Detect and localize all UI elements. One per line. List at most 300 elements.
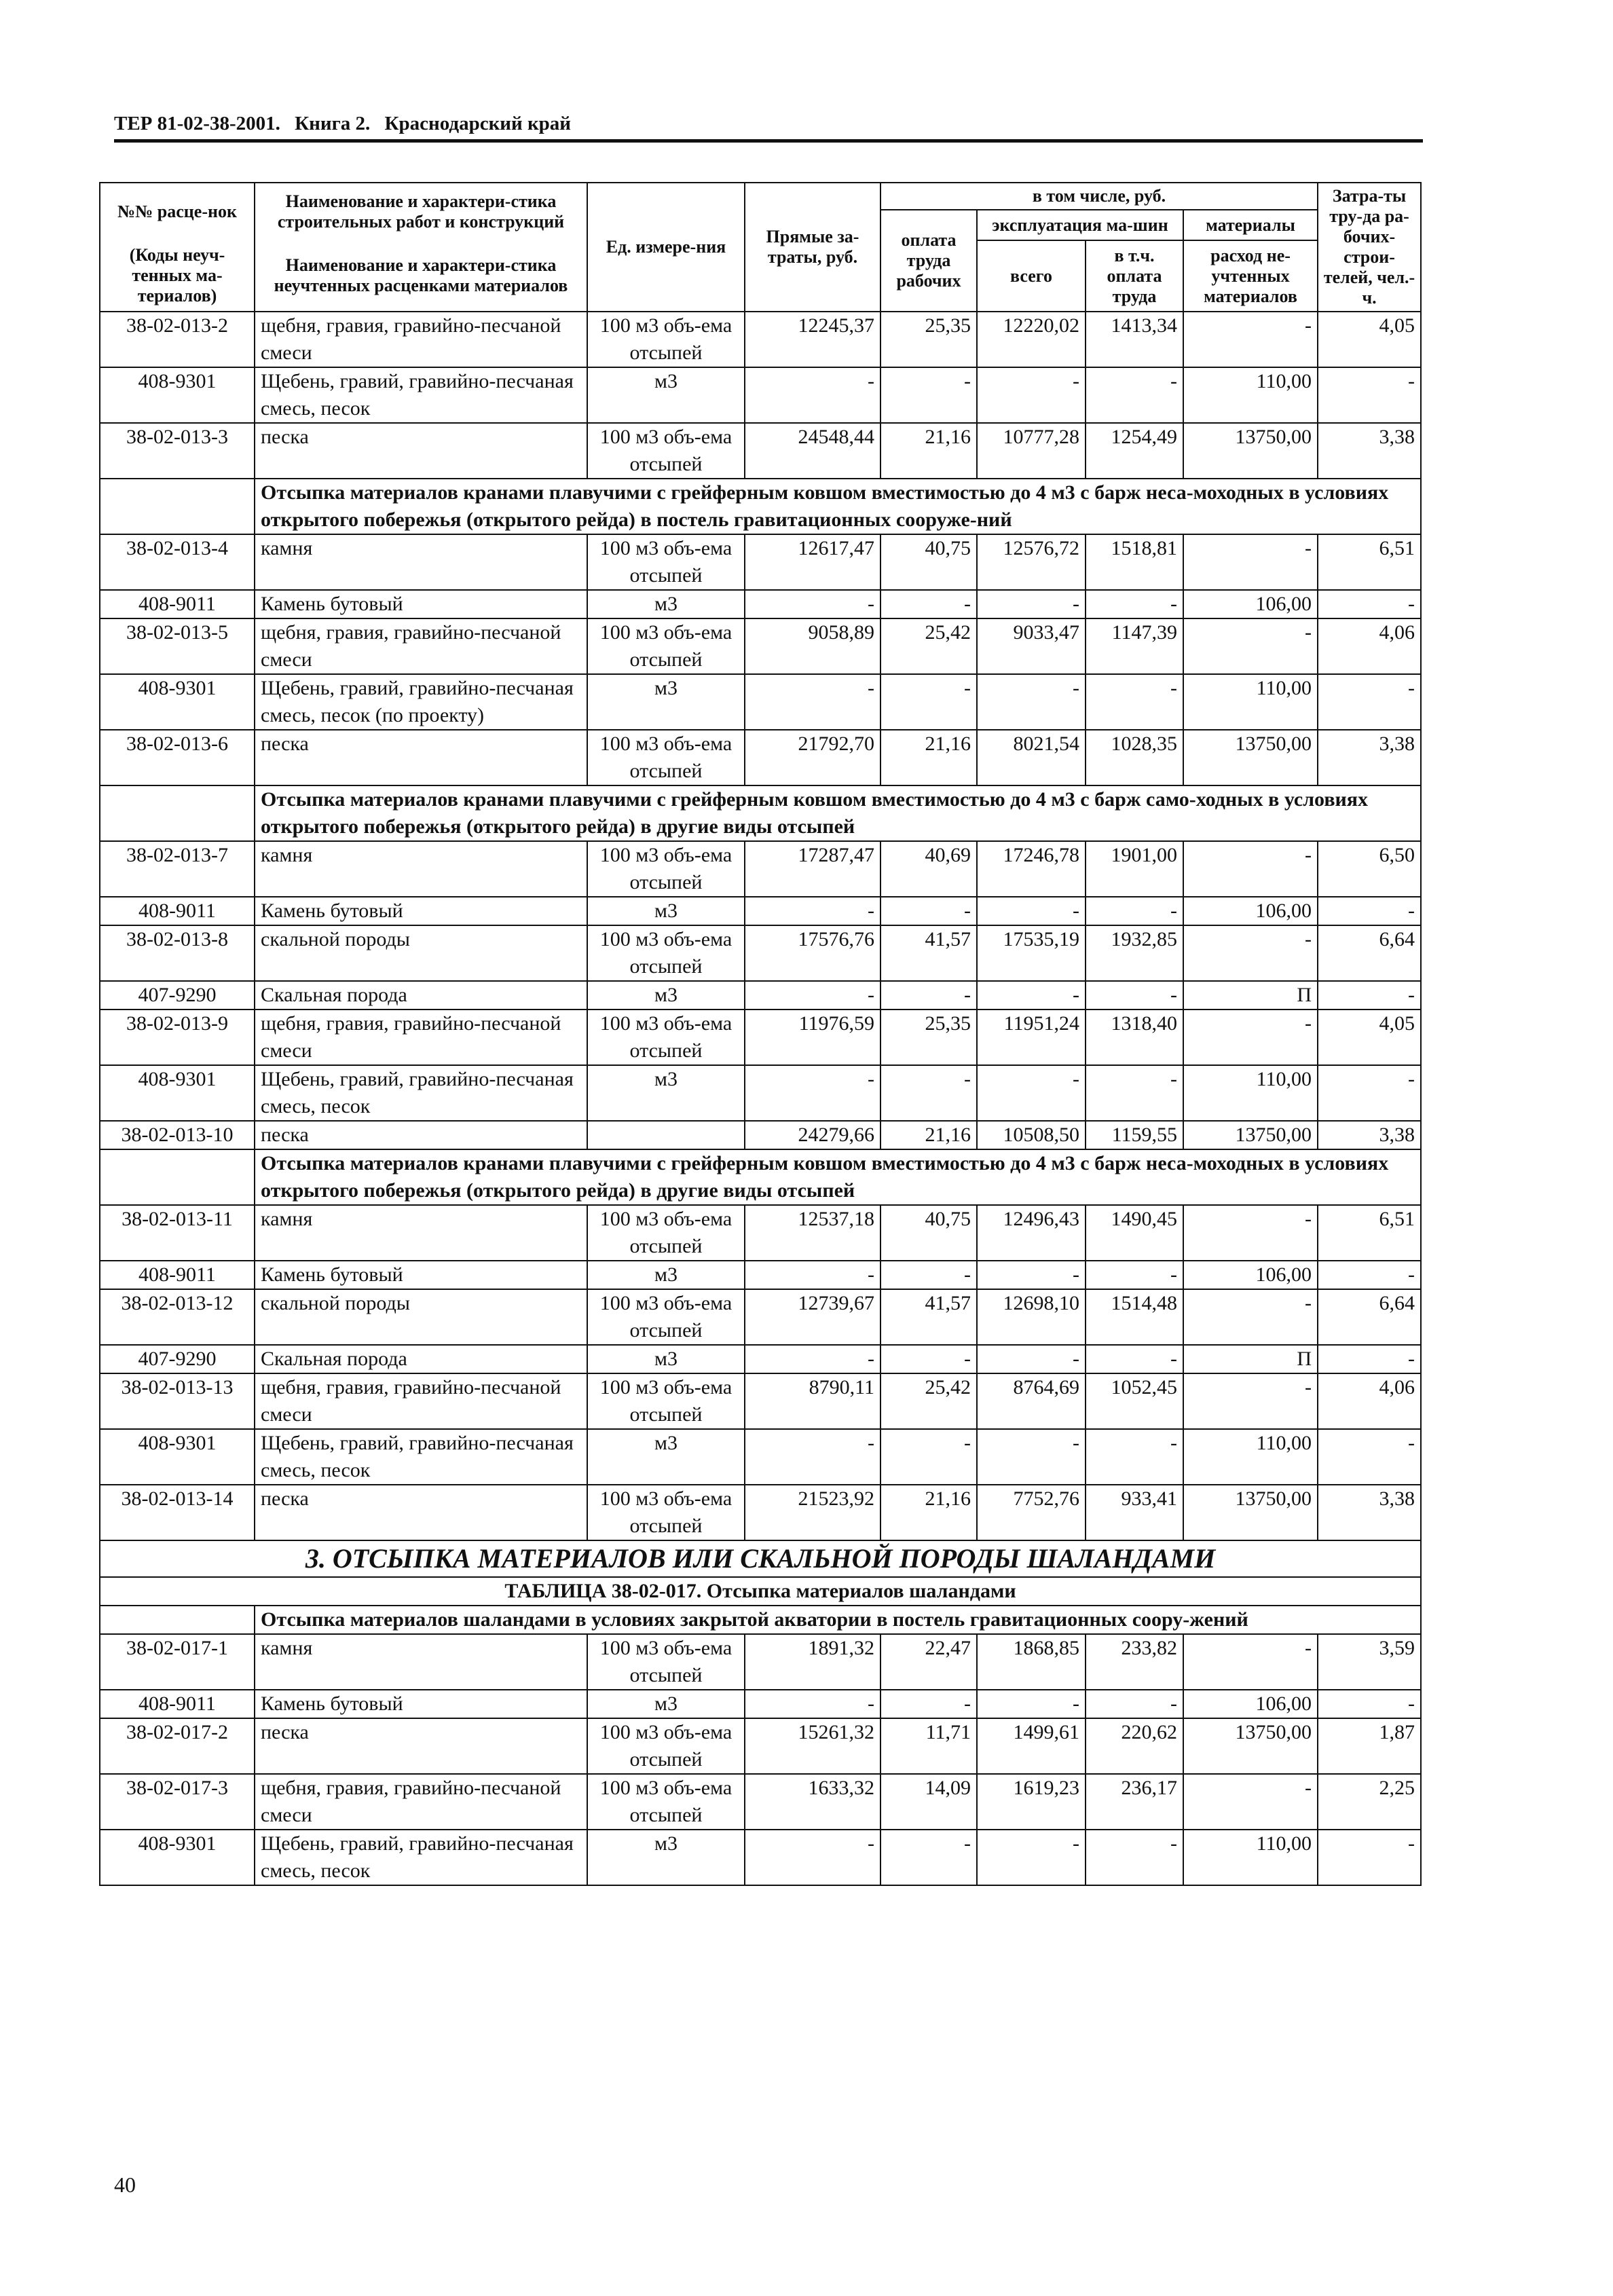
table-cell: 21792,70 [745, 730, 880, 785]
table-cell: 408-9301 [100, 1830, 255, 1885]
table-title: ТАБЛИЦА 38-02-017. Отсыпка материалов шаландами [100, 1577, 1421, 1606]
table-cell: - [1086, 367, 1183, 423]
table-cell: 100 м3 объ-ема отсыпей [587, 1289, 745, 1345]
table-cell: 100 м3 объ-ема отсыпей [587, 312, 745, 367]
table-cell: - [1086, 590, 1183, 618]
table-cell: 38-02-017-3 [100, 1774, 255, 1830]
table-cell: 100 м3 объ-ема отсыпей [587, 1634, 745, 1690]
table-cell: 15261,32 [745, 1718, 880, 1774]
table-cell: 17535,19 [977, 925, 1086, 981]
table-cell: 25,35 [880, 312, 977, 367]
table-cell: - [977, 367, 1086, 423]
table-cell: 4,06 [1318, 618, 1421, 674]
col-code-sub-header: (Коды неуч-тенных ма-териалов) [100, 240, 255, 312]
table-cell: - [745, 897, 880, 925]
table-cell: 1499,61 [977, 1718, 1086, 1774]
table-cell: 8021,54 [977, 730, 1086, 785]
table-cell: 17246,78 [977, 841, 1086, 897]
table-cell: - [977, 1429, 1086, 1485]
col-name-sub-header: Наименование и характери-стика неучтенных расценками материалов [255, 240, 587, 312]
table-cell: 933,41 [1086, 1485, 1183, 1540]
table-cell: 12617,47 [745, 534, 880, 590]
table-cell: 3,59 [1318, 1634, 1421, 1690]
col-mach-total-header: всего [977, 240, 1086, 312]
table-cell: 12245,37 [745, 312, 880, 367]
book-label: Книга 2. [295, 113, 371, 134]
table-cell: 220,62 [1086, 1718, 1183, 1774]
table-cell: песка [255, 1485, 587, 1540]
table-cell: 17287,47 [745, 841, 880, 897]
table-cell: - [1183, 1634, 1318, 1690]
table-cell: 106,00 [1183, 590, 1318, 618]
table-cell: 25,42 [880, 618, 977, 674]
table-cell: - [745, 674, 880, 730]
table-cell: 100 м3 объ-ема отсыпей [587, 1485, 745, 1540]
table-cell: - [880, 1345, 977, 1373]
table-cell: - [745, 981, 880, 1010]
table-cell: 1490,45 [1086, 1205, 1183, 1261]
table-cell: Камень бутовый [255, 897, 587, 925]
table-cell: 100 м3 объ-ема отсыпей [587, 1010, 745, 1065]
table-cell: - [977, 1345, 1086, 1373]
table-cell: 13750,00 [1183, 730, 1318, 785]
table-cell: 13750,00 [1183, 1485, 1318, 1540]
table-row [100, 925, 1421, 981]
material-row [100, 1065, 1421, 1121]
table-row [100, 730, 1421, 785]
table-cell: 408-9011 [100, 590, 255, 618]
table-cell: - [745, 1065, 880, 1121]
table-title-row [100, 1577, 1421, 1606]
table-cell: - [1318, 1429, 1421, 1485]
table-cell: 38-02-013-5 [100, 618, 255, 674]
table-cell: 1901,00 [1086, 841, 1183, 897]
table-cell: м3 [587, 1345, 745, 1373]
table-cell: - [1183, 841, 1318, 897]
table-cell: щебня, гравия, гравийно-песчаной смеси [255, 1373, 587, 1429]
table-cell: - [1183, 534, 1318, 590]
table-row [100, 1205, 1421, 1261]
table-cell: - [1086, 1690, 1183, 1718]
table-cell: 12537,18 [745, 1205, 880, 1261]
table-cell: - [977, 590, 1086, 618]
table-cell: П [1183, 981, 1318, 1010]
table-cell: 25,42 [880, 1373, 977, 1429]
table-cell: - [977, 674, 1086, 730]
table-cell: - [745, 1261, 880, 1289]
material-row [100, 1345, 1421, 1373]
table-cell: - [1086, 981, 1183, 1010]
table-cell: 13750,00 [1183, 1718, 1318, 1774]
table-cell: - [1318, 674, 1421, 730]
empty-cell [100, 1149, 255, 1205]
table-cell: Щебень, гравий, гравийно-песчаная смесь, песок [255, 1065, 587, 1121]
table-cell: 13750,00 [1183, 1121, 1318, 1149]
table-cell: - [880, 1261, 977, 1289]
table-cell: 1159,55 [1086, 1121, 1183, 1149]
table-row [100, 1634, 1421, 1690]
table-cell: 14,09 [880, 1774, 977, 1830]
material-row [100, 981, 1421, 1010]
col-incl-header: в том числе, руб. [880, 183, 1318, 210]
table-cell: - [1183, 1205, 1318, 1261]
table-cell: Камень бутовый [255, 1261, 587, 1289]
table-cell: - [977, 1830, 1086, 1885]
table-cell: песка [255, 1121, 587, 1149]
table-cell: - [745, 1690, 880, 1718]
table-cell: 100 м3 объ-ема отсыпей [587, 1373, 745, 1429]
material-row [100, 897, 1421, 925]
table-cell: 38-02-013-3 [100, 423, 255, 479]
table-row [100, 1774, 1421, 1830]
table-cell: - [1318, 1065, 1421, 1121]
table-cell: - [977, 981, 1086, 1010]
table-cell: 24279,66 [745, 1121, 880, 1149]
table-cell: - [1318, 1345, 1421, 1373]
empty-cell [100, 785, 255, 841]
table-row [100, 841, 1421, 897]
table-cell: 17576,76 [745, 925, 880, 981]
table-cell: 9033,47 [977, 618, 1086, 674]
table-cell: Щебень, гравий, гравийно-песчаная смесь, песок [255, 367, 587, 423]
table-cell: 1518,81 [1086, 534, 1183, 590]
table-cell: 38-02-017-1 [100, 1634, 255, 1690]
col-code-header: №№ расце-нок [100, 183, 255, 240]
table-cell: 100 м3 объ-ема отсыпей [587, 925, 745, 981]
rates-table [99, 182, 1422, 1886]
table-cell: - [977, 1261, 1086, 1289]
table-cell: 38-02-013-9 [100, 1010, 255, 1065]
table-cell: песка [255, 423, 587, 479]
table-cell: 408-9011 [100, 1690, 255, 1718]
table-cell: 4,05 [1318, 312, 1421, 367]
table-cell: камня [255, 1634, 587, 1690]
table-cell: 38-02-013-6 [100, 730, 255, 785]
table-cell: - [745, 1830, 880, 1885]
group-title: Отсыпка материалов кранами плавучими с грейферным ковшом вместимостью до 4 м3 с барж неса-моходных в условиях открытого побережья (открытого рейда) в постель гравитационных сооруже-ний [255, 479, 1421, 534]
table-cell: 38-02-013-7 [100, 841, 255, 897]
empty-cell [100, 479, 255, 534]
table-cell: - [880, 674, 977, 730]
table-cell: 21,16 [880, 1121, 977, 1149]
group-title: Отсыпка материалов шаландами в условиях закрытой акватории в постель гравитационных соору-жений [255, 1606, 1421, 1634]
table-cell: 24548,44 [745, 423, 880, 479]
table-cell: - [1183, 1373, 1318, 1429]
table-cell: 408-9301 [100, 1429, 255, 1485]
table-cell: - [880, 1429, 977, 1485]
table-cell: 40,75 [880, 534, 977, 590]
table-row [100, 618, 1421, 674]
table-cell: - [880, 1065, 977, 1121]
material-row [100, 1830, 1421, 1885]
table-cell: - [745, 367, 880, 423]
table-row [100, 534, 1421, 590]
table-row [100, 1010, 1421, 1065]
table-cell: Щебень, гравий, гравийно-песчаная смесь, песок (по проекту) [255, 674, 587, 730]
table-row [100, 1718, 1421, 1774]
table-cell: - [1086, 897, 1183, 925]
table-cell: 6,64 [1318, 1289, 1421, 1345]
table-cell: - [1086, 1065, 1183, 1121]
table-cell: 38-02-013-2 [100, 312, 255, 367]
table-cell: щебня, гравия, гравийно-песчаной смеси [255, 1774, 587, 1830]
table-cell: песка [255, 730, 587, 785]
material-row [100, 1429, 1421, 1485]
table-cell: 7752,76 [977, 1485, 1086, 1540]
table-cell: - [1318, 1261, 1421, 1289]
group-row [100, 479, 1421, 534]
table-cell: 12576,72 [977, 534, 1086, 590]
table-cell: скальной породы [255, 925, 587, 981]
col-unit-header: Ед. измере-ния [587, 183, 745, 312]
table-cell: - [1318, 1690, 1421, 1718]
table-cell: 38-02-013-14 [100, 1485, 255, 1540]
table-cell: 6,50 [1318, 841, 1421, 897]
table-cell: Скальная порода [255, 981, 587, 1010]
col-materials-header: материалы [1183, 210, 1318, 240]
table-cell: 1,87 [1318, 1718, 1421, 1774]
table-cell: 408-9301 [100, 367, 255, 423]
table-cell: 106,00 [1183, 1261, 1318, 1289]
table-cell: 21523,92 [745, 1485, 880, 1540]
group-title: Отсыпка материалов кранами плавучими с грейферным ковшом вместимостью до 4 м3 с барж само-ходных в условиях открытого побережья (открытого рейда) в другие виды отсыпей [255, 785, 1421, 841]
table-cell: скальной породы [255, 1289, 587, 1345]
material-row [100, 590, 1421, 618]
table-cell: 106,00 [1183, 897, 1318, 925]
table-cell: - [880, 367, 977, 423]
table-cell: - [880, 897, 977, 925]
table-cell: 6,64 [1318, 925, 1421, 981]
table-cell: 1891,32 [745, 1634, 880, 1690]
table-cell: - [977, 1065, 1086, 1121]
table-cell: Камень бутовый [255, 1690, 587, 1718]
table-cell: 4,06 [1318, 1373, 1421, 1429]
table-cell: 3,38 [1318, 1121, 1421, 1149]
table-cell: - [1183, 1010, 1318, 1065]
table-cell: 100 м3 объ-ема отсыпей [587, 618, 745, 674]
empty-cell [100, 1606, 255, 1634]
table-cell: - [1086, 1429, 1183, 1485]
table-cell: 110,00 [1183, 674, 1318, 730]
table-cell: 41,57 [880, 1289, 977, 1345]
table-cell: 11951,24 [977, 1010, 1086, 1065]
table-cell: - [880, 981, 977, 1010]
page-header [114, 113, 1423, 143]
table-cell: 110,00 [1183, 1429, 1318, 1485]
table-cell: - [745, 590, 880, 618]
table-cell: - [1086, 674, 1183, 730]
table-cell: 6,51 [1318, 1205, 1421, 1261]
table-cell: 12496,43 [977, 1205, 1086, 1261]
table-cell: 3,38 [1318, 730, 1421, 785]
col-labor-header: Затра-ты тру-да ра-бочих-строи-телей, чел.-ч. [1318, 183, 1421, 312]
table-cell: 38-02-013-13 [100, 1373, 255, 1429]
table-cell: 100 м3 объ-ема отсыпей [587, 730, 745, 785]
table-cell: 38-02-013-8 [100, 925, 255, 981]
table-cell: 1028,35 [1086, 730, 1183, 785]
table-cell: 38-02-013-12 [100, 1289, 255, 1345]
table-cell: - [1318, 367, 1421, 423]
table-cell: 1619,23 [977, 1774, 1086, 1830]
table-row [100, 423, 1421, 479]
table-cell: - [1086, 1345, 1183, 1373]
table-header-row [100, 183, 1421, 210]
group-row [100, 1606, 1421, 1634]
table-cell: - [1183, 312, 1318, 367]
table-cell: 38-02-013-4 [100, 534, 255, 590]
table-cell: 1052,45 [1086, 1373, 1183, 1429]
table-cell: 1147,39 [1086, 618, 1183, 674]
table-cell: - [1183, 1289, 1318, 1345]
col-machines-header: эксплуатация ма-шин [977, 210, 1183, 240]
table-cell: 100 м3 объ-ема отсыпей [587, 841, 745, 897]
table-cell: 8790,11 [745, 1373, 880, 1429]
table-cell: 38-02-013-10 [100, 1121, 255, 1149]
table-cell: - [745, 1429, 880, 1485]
table-cell: - [745, 1345, 880, 1373]
table-cell: 1633,32 [745, 1774, 880, 1830]
table-cell: 41,57 [880, 925, 977, 981]
table-cell: камня [255, 841, 587, 897]
table-cell: 110,00 [1183, 1830, 1318, 1885]
table-cell: 1413,34 [1086, 312, 1183, 367]
table-cell: - [977, 1690, 1086, 1718]
table-cell: 4,05 [1318, 1010, 1421, 1065]
table-cell: песка [255, 1718, 587, 1774]
table-cell: 25,35 [880, 1010, 977, 1065]
table-cell: 408-9301 [100, 674, 255, 730]
table-cell: - [1318, 897, 1421, 925]
table-cell: 22,47 [880, 1634, 977, 1690]
table-cell: 40,69 [880, 841, 977, 897]
section-row [100, 1540, 1421, 1577]
table-cell: 12698,10 [977, 1289, 1086, 1345]
table-cell: 10777,28 [977, 423, 1086, 479]
table-cell: - [880, 590, 977, 618]
table-cell: 3,38 [1318, 423, 1421, 479]
table-cell: м3 [587, 1065, 745, 1121]
table-cell: Щебень, гравий, гравийно-песчаная смесь, песок [255, 1429, 587, 1485]
material-row [100, 367, 1421, 423]
table-cell: 110,00 [1183, 367, 1318, 423]
table-cell: м3 [587, 1429, 745, 1485]
table-row [100, 312, 1421, 367]
table-cell: 100 м3 объ-ема отсыпей [587, 423, 745, 479]
table-cell: 38-02-017-2 [100, 1718, 255, 1774]
group-title: Отсыпка материалов кранами плавучими с грейферным ковшом вместимостью до 4 м3 с барж неса-моходных в условиях открытого побережья (открытого рейда) в другие виды отсыпей [255, 1149, 1421, 1205]
table-cell: Скальная порода [255, 1345, 587, 1373]
table-cell: 38-02-013-11 [100, 1205, 255, 1261]
table-cell: 100 м3 объ-ема отсыпей [587, 1205, 745, 1261]
col-mat-sub-header: расход не-учтенных материалов [1183, 240, 1318, 312]
table-row [100, 1485, 1421, 1540]
table-cell: 2,25 [1318, 1774, 1421, 1830]
table-cell: 6,51 [1318, 534, 1421, 590]
table-cell: - [880, 1830, 977, 1885]
table-cell: м3 [587, 1261, 745, 1289]
table-cell: м3 [587, 590, 745, 618]
table-cell: 1932,85 [1086, 925, 1183, 981]
table-cell: щебня, гравия, гравийно-песчаной смеси [255, 312, 587, 367]
table-cell: 13750,00 [1183, 423, 1318, 479]
material-row [100, 674, 1421, 730]
table-cell: 1318,40 [1086, 1010, 1183, 1065]
table-cell: П [1183, 1345, 1318, 1373]
group-row [100, 785, 1421, 841]
table-cell: 10508,50 [977, 1121, 1086, 1149]
table-cell: 100 м3 объ-ема отсыпей [587, 1718, 745, 1774]
table-cell: м3 [587, 897, 745, 925]
table-cell: 233,82 [1086, 1634, 1183, 1690]
table-cell: 21,16 [880, 1485, 977, 1540]
col-direct-header: Прямые за-траты, руб. [745, 183, 880, 312]
table-cell: 12739,67 [745, 1289, 880, 1345]
table-cell: - [977, 897, 1086, 925]
table-row [100, 1373, 1421, 1429]
table-cell: 1868,85 [977, 1634, 1086, 1690]
table-cell: - [1086, 1261, 1183, 1289]
table-cell: 408-9301 [100, 1065, 255, 1121]
table-cell: - [1318, 981, 1421, 1010]
table-cell: Камень бутовый [255, 590, 587, 618]
col-pay-header: оплата труда рабочих [880, 210, 977, 312]
table-cell: - [1183, 618, 1318, 674]
table-cell: 100 м3 объ-ема отсыпей [587, 1774, 745, 1830]
table-cell: 9058,89 [745, 618, 880, 674]
table-cell: - [1086, 1830, 1183, 1885]
table-cell: - [1183, 925, 1318, 981]
table-cell: щебня, гравия, гравийно-песчаной смеси [255, 1010, 587, 1065]
region-label: Краснодарский край [384, 113, 571, 134]
table-cell: м3 [587, 981, 745, 1010]
section-title: 3. ОТСЫПКА МАТЕРИАЛОВ ИЛИ СКАЛЬНОЙ ПОРОДЫ ШАЛАНДАМИ [100, 1540, 1421, 1577]
table-cell: 3,38 [1318, 1485, 1421, 1540]
group-row [100, 1149, 1421, 1205]
table-cell: м3 [587, 367, 745, 423]
material-row [100, 1690, 1421, 1718]
table-cell: 21,16 [880, 730, 977, 785]
table-cell: 407-9290 [100, 981, 255, 1010]
table-cell: 407-9290 [100, 1345, 255, 1373]
table-cell: 408-9011 [100, 897, 255, 925]
table-cell: 40,75 [880, 1205, 977, 1261]
table-row [100, 1121, 1421, 1149]
table-cell: 11,71 [880, 1718, 977, 1774]
table-cell: камня [255, 534, 587, 590]
col-mach-pay-header: в т.ч. оплата труда [1086, 240, 1183, 312]
table-cell: м3 [587, 674, 745, 730]
doc-code: ТЕР 81-02-38-2001. [114, 113, 280, 134]
table-cell: 1514,48 [1086, 1289, 1183, 1345]
table-cell: 408-9011 [100, 1261, 255, 1289]
material-row [100, 1261, 1421, 1289]
page-number: 40 [114, 2172, 136, 2197]
table-cell: - [1318, 590, 1421, 618]
table-cell: Щебень, гравий, гравийно-песчаная смесь, песок [255, 1830, 587, 1885]
table-cell: 21,16 [880, 423, 977, 479]
table-cell: щебня, гравия, гравийно-песчаной смеси [255, 618, 587, 674]
table-row [100, 1289, 1421, 1345]
table-cell: 1254,49 [1086, 423, 1183, 479]
table-cell: 236,17 [1086, 1774, 1183, 1830]
col-name-header: Наименование и характери-стика строительных работ и конструкций [255, 183, 587, 240]
table-cell: 8764,69 [977, 1373, 1086, 1429]
table-cell: 110,00 [1183, 1065, 1318, 1121]
table-cell: 12220,02 [977, 312, 1086, 367]
table-cell: - [1183, 1774, 1318, 1830]
table-cell: камня [255, 1205, 587, 1261]
table-cell: м3 [587, 1830, 745, 1885]
